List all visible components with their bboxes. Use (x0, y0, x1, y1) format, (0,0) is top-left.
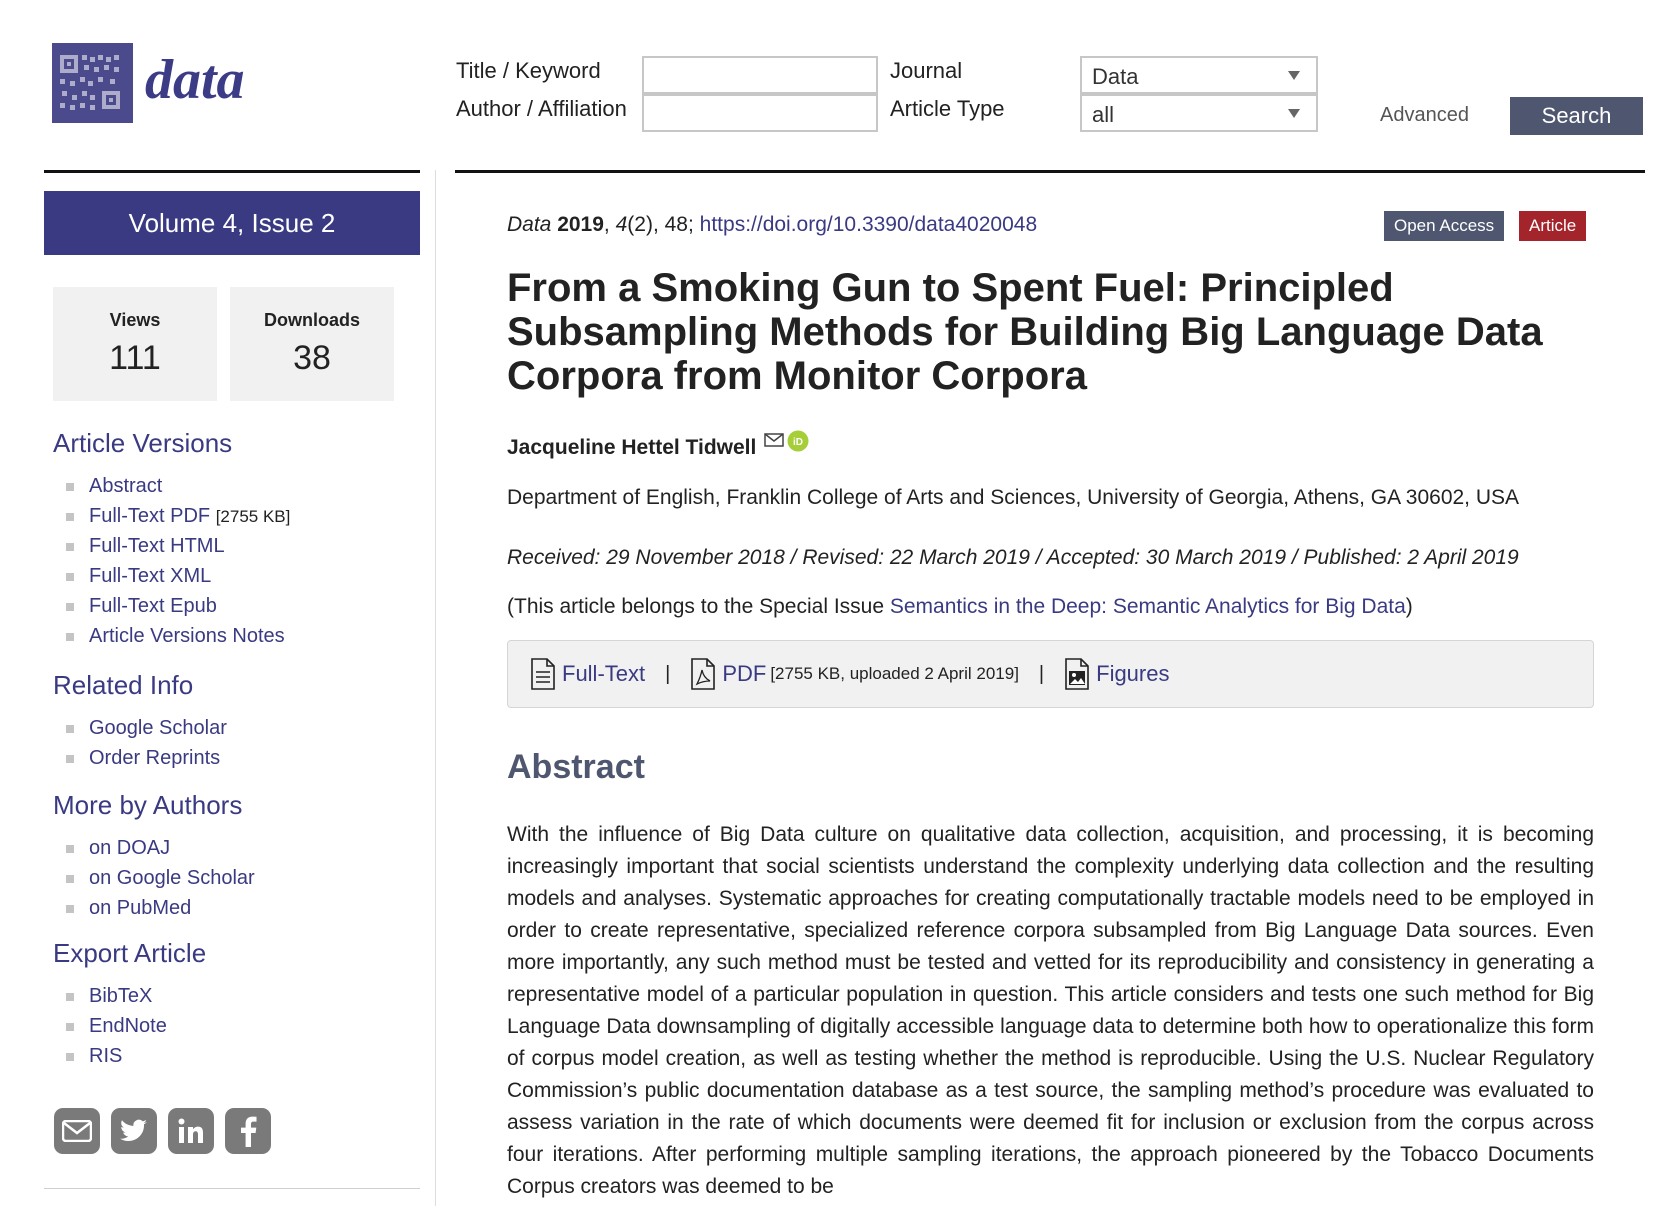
related-info-list (66, 713, 227, 773)
export-article-heading: Export Article (53, 938, 207, 968)
dropdown-caret-icon (1288, 71, 1300, 80)
article-title: From a Smoking Gun to Spent Fuel: Principled Subsampling Methods for Building Big Language Data Corpora from Monitor Corpora (507, 266, 1543, 398)
svg-text:iD: iD (793, 437, 804, 448)
special-issue-prefix: (This article belongs to the Special Issue (507, 595, 890, 618)
more-by-authors-heading: More by Authors (53, 790, 243, 820)
download-bar (507, 640, 1594, 708)
article-type-select-value: all (1092, 102, 1115, 127)
sidebar-item-full-text-xml[interactable] (66, 561, 290, 591)
advanced-search-link[interactable]: Advanced (1380, 104, 1469, 126)
qr-logo-icon (52, 43, 133, 123)
figures-label: Figures (1096, 661, 1170, 686)
sidebar-item-bibtex[interactable]: BibTeX (66, 981, 167, 1011)
separator: | (1038, 662, 1045, 685)
figures-link[interactable] (1064, 658, 1169, 690)
column-divider (435, 170, 436, 1206)
more-by-authors-list (66, 833, 255, 923)
sidebar-item-full-text-epub[interactable] (66, 591, 290, 621)
export-list (66, 981, 167, 1071)
sidebar-item-endnote[interactable]: EndNote (66, 1011, 167, 1041)
views-label: Views (109, 310, 161, 330)
doi-link[interactable]: https://doi.org/10.3390/data4020048 (699, 213, 1038, 236)
citation-issue-article: (2), 48; (627, 213, 694, 236)
dropdown-caret-icon (1288, 109, 1300, 118)
sidebar-item-pubmed[interactable]: on PubMed (66, 893, 255, 923)
citation-volume: 4 (615, 213, 628, 236)
sidebar-item-label: Abstract (89, 475, 163, 497)
citation-comma: , (603, 213, 610, 236)
citation-line (507, 213, 1037, 237)
author-line (507, 436, 809, 460)
article-versions-heading: Article Versions (53, 428, 233, 458)
related-info-heading: Related Info (53, 670, 194, 700)
full-text-link[interactable] (530, 658, 645, 690)
sidebar-item-google-scholar[interactable]: Google Scholar (66, 713, 227, 743)
author-name[interactable]: Jacqueline Hettel Tidwell (507, 436, 757, 459)
open-access-badge: Open Access (1384, 211, 1504, 241)
downloads-stat (230, 287, 394, 401)
twitter-icon[interactable] (111, 1108, 157, 1154)
linkedin-icon[interactable] (168, 1108, 214, 1154)
sidebar-item-ris[interactable]: RIS (66, 1041, 167, 1071)
views-stat (53, 287, 217, 401)
email-icon[interactable] (54, 1108, 100, 1154)
email-icon[interactable] (764, 432, 784, 448)
sidebar-item-article-versions-notes[interactable] (66, 621, 290, 651)
sidebar-item-full-text-html[interactable] (66, 531, 290, 561)
pdf-link[interactable] (690, 658, 1019, 690)
title-keyword-input[interactable] (642, 56, 878, 94)
citation-journal: Data (507, 213, 552, 236)
logo-text: data (145, 49, 245, 111)
pdf-icon (690, 658, 716, 690)
sidebar-item-label: Article Versions Notes (89, 625, 285, 647)
special-issue-note (507, 595, 1413, 619)
sidebar-item-abstract[interactable] (66, 471, 290, 501)
author-affiliation: Department of English, Franklin College of Arts and Sciences, University of Georgia, Athens, GA 30602, USA (507, 486, 1520, 509)
article-type-label: Article Type (890, 96, 1005, 121)
pdf-size-info: [2755 KB, uploaded 2 April 2019] (770, 664, 1019, 683)
sidebar-bottom-rule (44, 1188, 420, 1189)
document-icon (530, 658, 556, 690)
sidebar-item-label: Full-Text PDF (89, 505, 211, 527)
article-type-badge: Article (1519, 211, 1586, 241)
pdf-label: PDF (722, 661, 767, 686)
abstract-text: With the influence of Big Data culture on qualitative data collection, acquisition, and processing, it is becoming increasingly important that social scientists understand the complexity underlying data collection and the resulting models and analyses. Systematic approaches for creating computationally tractable models need to be employed in order to create representative, specialized reference corpora subsampled from Big Language Data sources. Even more importantly, any such method must be tested and vetted for its reproducibility and consistency in generating a representative model of a particular population in question. This article considers and tests one such method for Big Language Data downsampling of digitally accessible language data to determine both how to operationalize this form of corpus model creation, as well as testing whether the method is reproducible. Using the U.S. Nuclear Regulatory Commission’s public documentation database as a test source, the sampling method’s procedure was evaluated to assess variation in the rate of which documents were deemed fit for inclusion or exclusion from the corpus across four iterations. After performing multiple sampling iterations, the approach pioneered by the Tobacco Documents Corpus creators was deemed to be (507, 823, 1594, 1198)
search-button[interactable]: Search (1510, 97, 1643, 135)
publication-dates: Received: 29 November 2018 / Revised: 22 March 2019 / Accepted: 30 March 2019 / Published: 2 April 2019 (507, 546, 1519, 569)
journal-logo[interactable] (52, 43, 245, 123)
special-issue-link[interactable]: Semantics in the Deep: Semantic Analytics for Big Data (889, 595, 1406, 618)
sidebar-item-order-reprints[interactable]: Order Reprints (66, 743, 227, 773)
journal-label: Journal (890, 58, 963, 83)
sidebar-item-doaj[interactable]: on DOAJ (66, 833, 255, 863)
journal-select[interactable] (1080, 56, 1318, 94)
abstract-heading: Abstract (507, 748, 645, 786)
author-affiliation-label: Author / Affiliation (456, 96, 627, 121)
downloads-value: 38 (293, 339, 331, 377)
journal-select-value: Data (1092, 64, 1139, 89)
separator: | (665, 662, 671, 685)
special-issue-suffix: ) (1405, 595, 1413, 618)
sidebar-item-full-text-pdf[interactable] (66, 501, 290, 531)
sidebar-top-rule (44, 170, 420, 173)
article-type-select[interactable] (1080, 94, 1318, 132)
image-file-icon (1064, 658, 1090, 690)
main-top-rule (455, 170, 1645, 173)
sidebar-item-author-google-scholar[interactable]: on Google Scholar (66, 863, 255, 893)
orcid-icon[interactable] (787, 430, 809, 452)
sidebar-item-label: Full-Text XML (89, 565, 212, 587)
citation-year: 2019 (557, 213, 604, 236)
article-versions-list (66, 471, 290, 651)
sidebar-item-label: Full-Text Epub (89, 595, 217, 617)
views-value: 111 (109, 339, 161, 377)
downloads-label: Downloads (263, 310, 360, 330)
full-text-label: Full-Text (562, 661, 646, 686)
facebook-icon[interactable] (225, 1108, 271, 1154)
sidebar-item-label: Full-Text HTML (89, 535, 225, 557)
title-keyword-label: Title / Keyword (456, 58, 601, 83)
author-affiliation-input[interactable] (642, 94, 878, 132)
pdf-size: [2755 KB] (215, 507, 291, 526)
volume-issue-link[interactable]: Volume 4, Issue 2 (44, 191, 420, 255)
